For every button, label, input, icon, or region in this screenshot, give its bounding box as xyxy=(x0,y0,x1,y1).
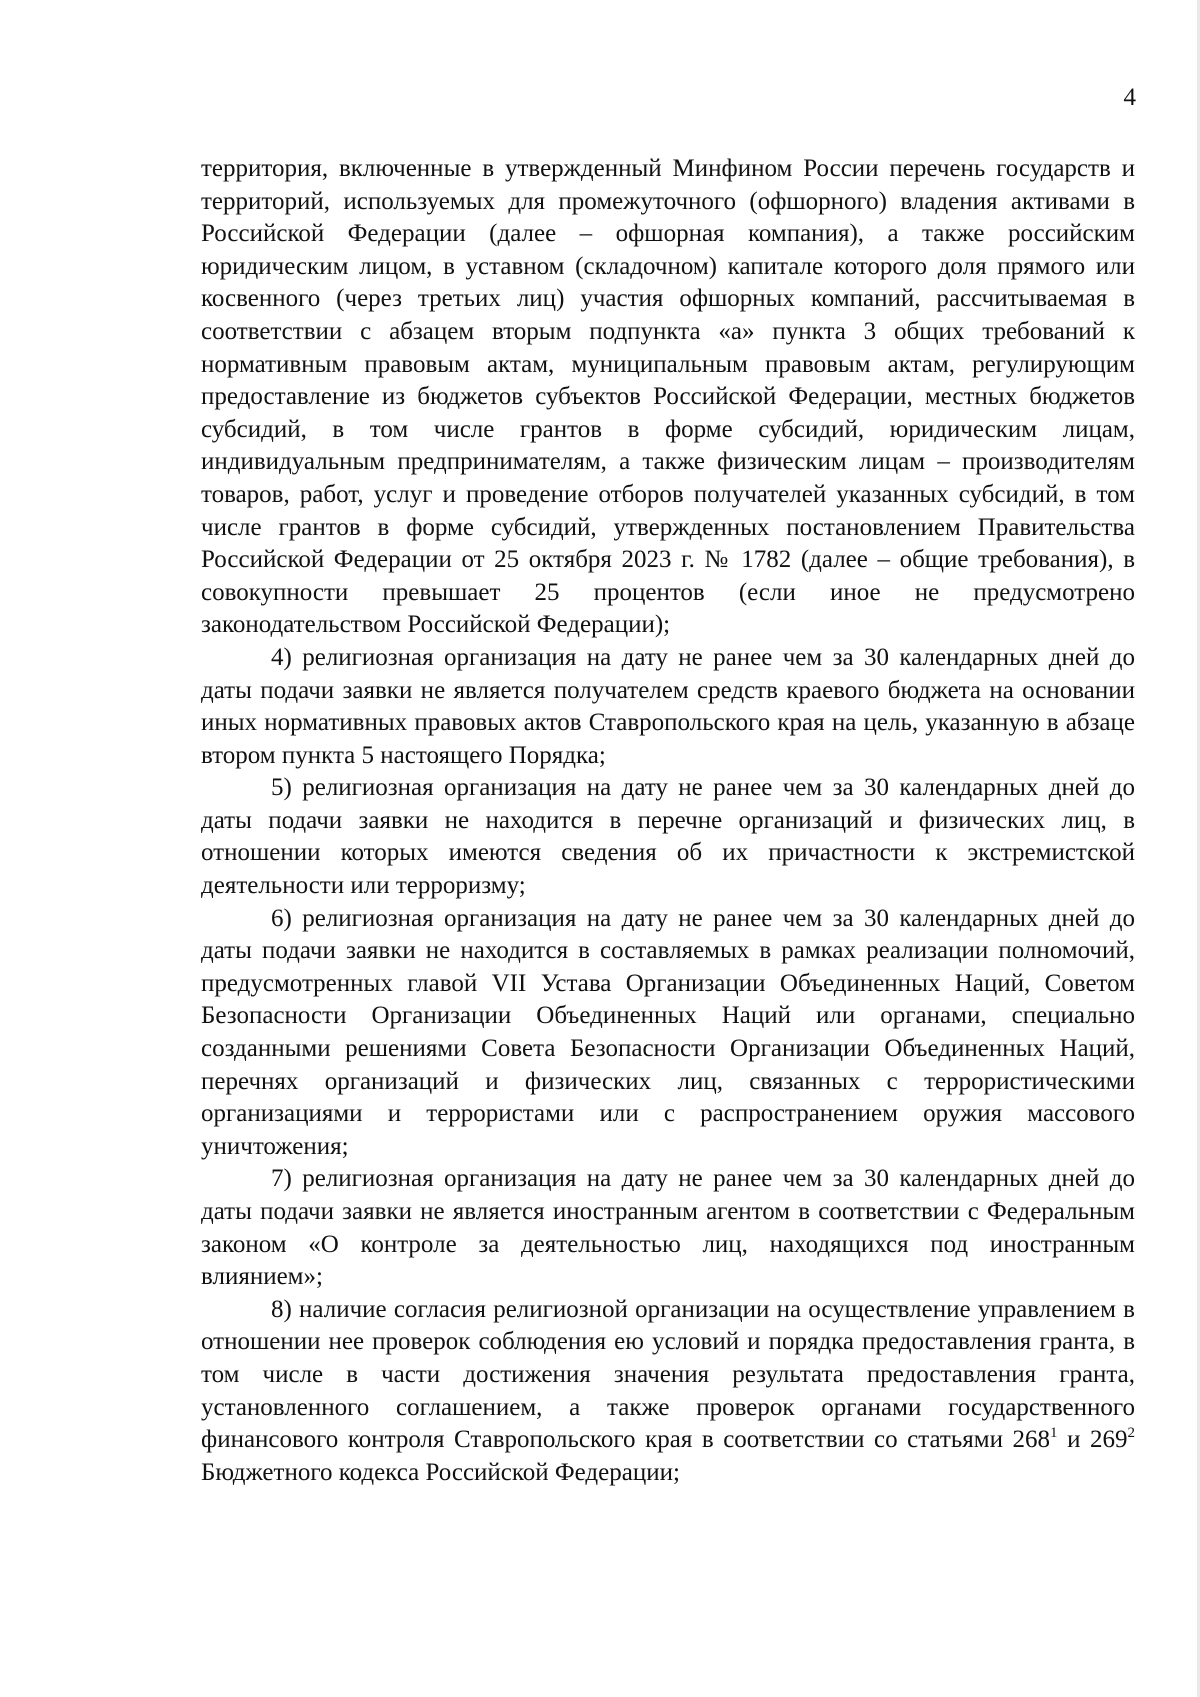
paragraph-item-5: 5) религиозная организация на дату не ранее чем за 30 календарных дней до даты подачи заявки не находится в перечне организаций и физических лиц, в отношении которых имеются сведения об их причастности к экстремистской деятельности или терроризму; xyxy=(201,774,1135,900)
paragraph-item-4: 4) религиозная организация на дату не ранее чем за 30 календарных дней до даты подачи заявки не является получателем средств краевого бюджета на основании иных нормативных правовых актов Ставропольского края на цель, указанную в абзаце втором пункта 5 настоящего Порядка; xyxy=(201,643,1135,769)
paragraph-item-8 xyxy=(201,1294,1135,1490)
page-number: 4 xyxy=(1123,84,1136,111)
article-268-superscript: 1 xyxy=(1050,1425,1058,1442)
paragraph-item-6: 6) религиозная организация на дату не ранее чем за 30 календарных дней до даты подачи заявки не находится в составляемых в рамках реализации полномочий, предусмотренных главой VII Устава Организации Объединенных Наций, Советом Безопасности Организации Объединенных Наций или органами, специально созданными решениями Совета Безопасности Организации Объединенных Наций, перечнях организаций и физических лиц, связанных с террористическими организациями и террористами или с распространением оружия массового уничтожения; xyxy=(201,904,1135,1160)
document-body xyxy=(201,153,1135,1489)
article-269-superscript: 2 xyxy=(1127,1425,1135,1442)
paragraph-item-8-text-end: Бюджетного кодекса Российской Федерации; xyxy=(201,1458,680,1486)
paragraph-offshore-companies: территория, включенные в утвержденный Минфином России перечень государств и территорий, используемых для промежуточного (офшорного) владения активами в Российской Федерации (далее – офшорная компания), а также российским юридическим лицом, в уставном (складочном) капитале которого доля прямого или косвенного (через третьих лиц) участия офшорных компаний, рассчитываемая в соответствии с абзацем вторым подпункта «а» пункта 3 общих требований к нормативным правовым актам, муниципальным правовым актам, регулирующим предоставление из бюджетов субъектов Российской Федерации, местных бюджетов субсидий, в том числе грантов в форме субсидий, юридическим лицам, индивидуальным предпринимателям, а также физическим лицам – производителям товаров, работ, услуг и проведение отборов получателей указанных субсидий, в том числе грантов в форме субсидий, утвержденных постановлением Правительства Российской Федерации от 25 октября 2023 г. № 1782 (далее – общие требования), в совокупности превышает 25 процентов (если иное не предусмотрено законодательством Российской Федерации); xyxy=(201,155,1135,639)
paragraph-item-8-text-middle: и 269 xyxy=(1057,1426,1128,1454)
paragraph-item-7: 7) религиозная организация на дату не ранее чем за 30 календарных дней до даты подачи заявки не является иностранным агентом в соответствии с Федеральным законом «О контроле за деятельностью лиц, находящихся под иностранным влиянием»; xyxy=(201,1165,1135,1291)
paragraph-item-8-text-start: 8) наличие согласия религиозной организации на осуществление управлением в отношении нее проверок соблюдения ею условий и порядка предоставления гранта, в том числе в части достижения значения результата предоставления гранта, установленного соглашением, а также проверок органами государственного финансового контроля Ставропольского края в соответствии со статьями 268 xyxy=(201,1295,1135,1454)
